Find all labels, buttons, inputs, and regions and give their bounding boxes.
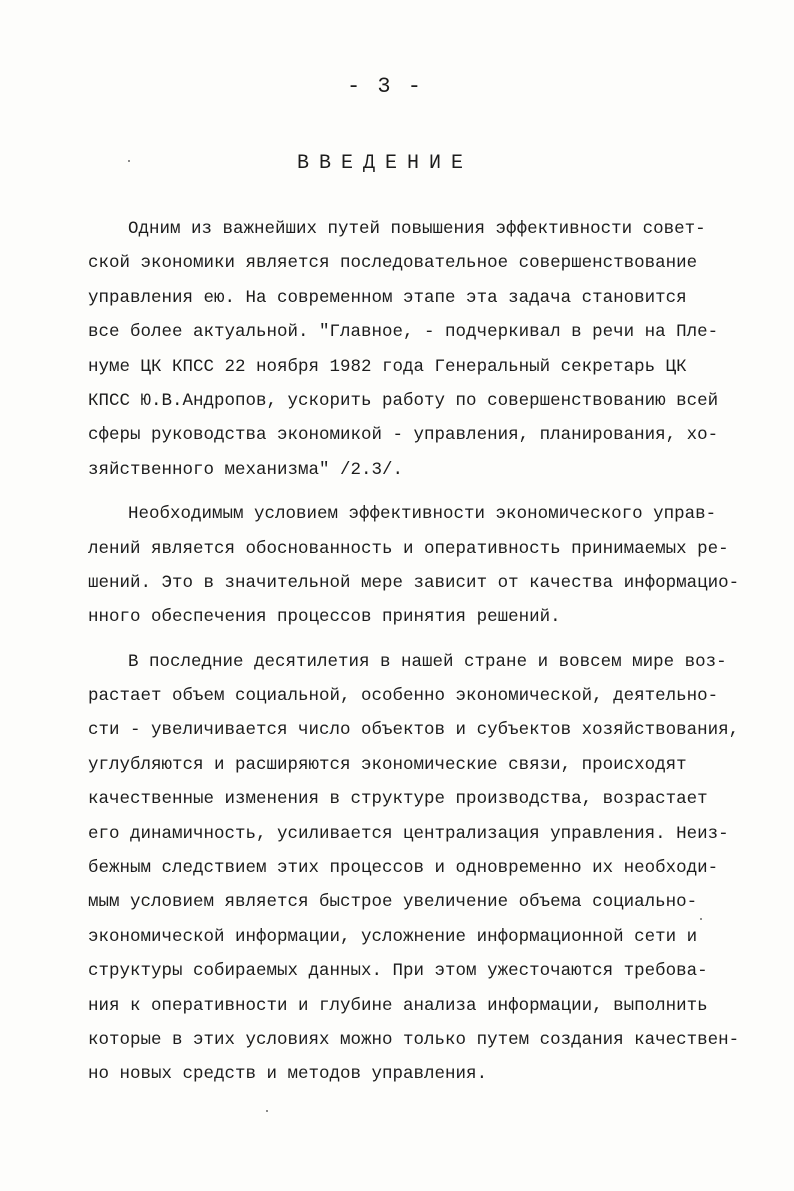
- text-line: Одним из важнейших путей повышения эффективности совет-: [128, 219, 706, 239]
- text-line: В последние десятилетия в нашей стране и вовсем мире воз-: [128, 651, 727, 672]
- text-line: структуры собираемых данных. При этом ужесточаются требова-: [88, 961, 708, 982]
- text-line: зяйственного механизма" /2.3/.: [88, 459, 404, 480]
- text-line: управления ею. На современном этапе эта задача становится: [88, 287, 687, 308]
- text-line: его динамичность, усиливается централизация управления. Неиз-: [88, 823, 729, 844]
- paragraph: [88, 497, 748, 635]
- text-line: которые в этих условиях можно только путем создания качествен-: [88, 1029, 740, 1050]
- text-line: нного обеспечения процессов принятия решений.: [88, 607, 561, 628]
- paragraph: [88, 212, 748, 487]
- paragraph: [88, 645, 748, 1092]
- text-line: Необходимым условием эффективности экономического управ-: [128, 504, 717, 525]
- body-text: [88, 212, 748, 1092]
- text-line: все более актуальной. "Главное, - подчеркивал в речи на Пле-: [88, 322, 719, 343]
- text-line: ской экономики является последовательное совершенствование: [88, 253, 698, 274]
- text-line: углубляются и расширяются экономические связи, происходят: [88, 754, 687, 775]
- scan-speck: [266, 1110, 268, 1112]
- scan-speck: [128, 160, 130, 162]
- text-line: мым условием является быстрое увеличение объема социально-: [88, 892, 698, 913]
- text-line: ния к оперативности и глубине анализа информации, выполнить: [88, 995, 708, 1016]
- text-line: нуме ЦК КПСС 22 ноября 1982 года Генеральный секретарь ЦК: [88, 356, 687, 377]
- section-title: ВВЕДЕНИЕ: [296, 152, 473, 175]
- text-line: лений является обоснованность и оперативность принимаемых ре-: [88, 538, 729, 559]
- text-line: сферы руководства экономикой - управления, планирования, хо-: [88, 425, 719, 446]
- page-number: - 3 -: [346, 74, 423, 99]
- text-line: растает объем социальной, особенно экономической, деятельно-: [88, 686, 719, 707]
- text-line: качественные изменения в структуре производства, возрастает: [88, 789, 708, 810]
- text-line: экономической информации, усложнение информационной сети и: [88, 926, 698, 947]
- text-line: но новых средств и методов управления.: [88, 1064, 488, 1085]
- text-line: бежным следствием этих процессов и одновременно их необходи-: [88, 858, 719, 879]
- text-line: сти - увеличивается число объектов и субъектов хозяйствования,: [88, 720, 740, 741]
- text-line: КПСС Ю.В.Андропов, ускорить работу по совершенствованию всей: [88, 390, 719, 411]
- text-line: шений. Это в значительной мере зависит от качества информацио-: [88, 572, 740, 593]
- scan-speck: [700, 918, 702, 920]
